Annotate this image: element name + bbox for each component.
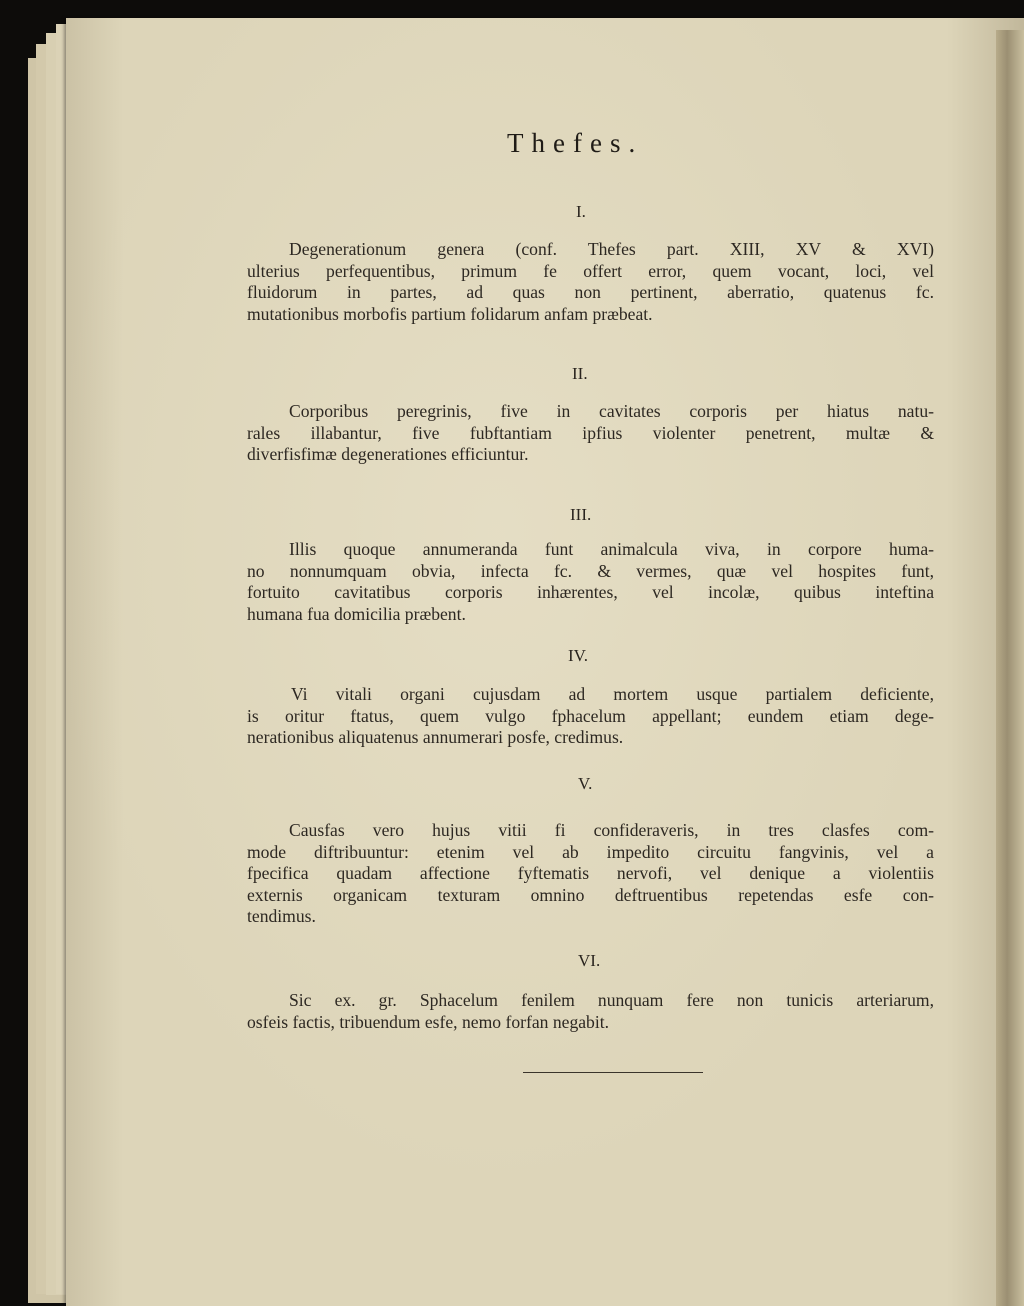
paragraph-line: fortuito cavitatibus corporis inhærentes, vel incolæ, quibus inteftina — [247, 582, 934, 602]
book-page — [66, 18, 1024, 1306]
closing-rule — [523, 1072, 703, 1073]
paragraph-line: diverfisfimæ degenerationes efficiuntur. — [247, 444, 529, 464]
paragraph-line: externis organicam texturam omnino deftruentibus repetendas esfe con- — [247, 884, 934, 905]
paragraph-line: no nonnumquam obvia, infecta fc. & vermes, quæ vel hospites funt, — [247, 560, 934, 581]
thesis-paragraph-5 — [247, 820, 934, 928]
paragraph-line: mode diftribuuntur: etenim vel ab impedito circuitu fangvinis, vel a — [247, 841, 934, 862]
section-numeral-1: I. — [576, 202, 586, 221]
page-title: Thefes. — [507, 128, 644, 158]
paragraph-line: nerationibus aliquatenus annumerari posfe, credimus. — [247, 727, 624, 747]
thesis-paragraph-4 — [247, 684, 934, 749]
paragraph-line: Corporibus peregrinis, five in cavitates corporis per hiatus natu- — [289, 401, 934, 421]
thesis-paragraph-3 — [247, 539, 934, 625]
paragraph-line: tendimus. — [247, 906, 316, 926]
thesis-paragraph-2 — [247, 401, 934, 466]
paragraph-line: fpecifica quadam affectione fyftematis nervofi, vel denique a violentiis — [247, 863, 934, 883]
paragraph-line: Causfas vero hujus vitii fi confideraveris, in tres clasfes com- — [289, 820, 934, 840]
book-gutter — [996, 30, 1024, 1306]
paragraph-line: Vi vitali organi cujusdam ad mortem usque partialem deficiente, — [291, 684, 934, 704]
thesis-paragraph-6 — [247, 990, 934, 1033]
section-numeral-5: V. — [578, 774, 593, 793]
paragraph-line: fluidorum in partes, ad quas non pertinent, aberratio, quatenus fc. — [247, 282, 934, 302]
thesis-paragraph-1 — [247, 239, 934, 325]
paragraph-line: Illis quoque annumeranda funt animalcula viva, in corpore huma- — [289, 539, 934, 559]
section-numeral-2: II. — [572, 364, 588, 383]
paragraph-line: humana fua domicilia præbent. — [247, 603, 466, 624]
paragraph-line: Degenerationum genera (conf. Thefes part. XIII, XV & XVI) — [289, 239, 934, 259]
paragraph-line: mutationibus morbofis partium folidarum anfam præbeat. — [247, 303, 653, 324]
section-numeral-4: IV. — [568, 646, 588, 665]
paragraph-line: Sic ex. gr. Sphacelum fenilem nunquam fere non tunicis arteriarum, — [289, 990, 934, 1010]
paragraph-line: osfeis factis, tribuendum esfe, nemo forfan negabit. — [247, 1011, 610, 1032]
section-numeral-3: III. — [570, 505, 592, 524]
section-numeral-6: VI. — [578, 951, 601, 970]
paragraph-line: rales illabantur, five fubftantiam ipfius violenter penetrent, multæ & — [247, 422, 934, 443]
paragraph-line: ulterius perfequentibus, primum fe offert error, quem vocant, loci, vel — [247, 260, 934, 281]
paragraph-line: is oritur ftatus, quem vulgo fphacelum appellant; eundem etiam dege- — [247, 705, 934, 726]
